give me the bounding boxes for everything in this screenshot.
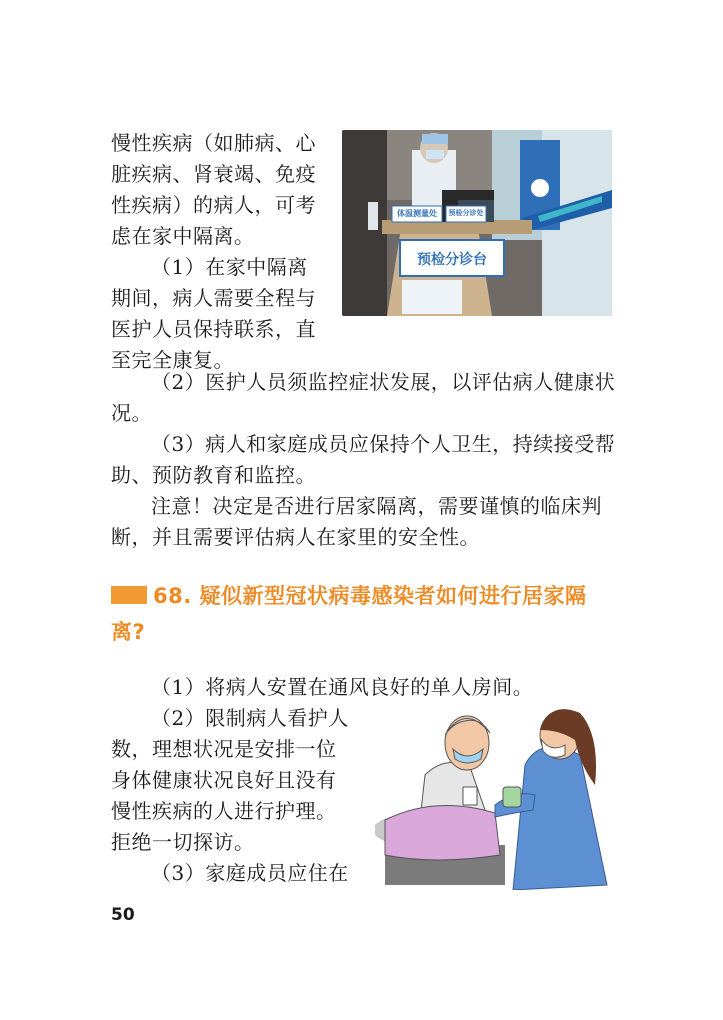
section-items-block <box>111 703 356 889</box>
photo-sign-triage: 预检分诊处 <box>448 209 484 217</box>
page-number: 50 <box>111 905 135 925</box>
section-heading <box>111 578 616 650</box>
list-item-3: （3）病人和家庭成员应保持个人卫生，持续接受帮助、预防教育和监控。 <box>111 432 616 487</box>
list-item-2: （2）医护人员须监控症状发展，以评估病人健康状况。 <box>111 370 616 425</box>
section-title: 68. 疑似新型冠状病毒感染者如何进行居家隔离? <box>111 584 587 644</box>
note-paragraph: 注意！决定是否进行居家隔离，需要谨慎的临床判断，并且需要评估病人在家里的安全性。 <box>111 494 602 549</box>
intro-text-block <box>111 128 323 376</box>
caregiver-illustration <box>375 695 615 890</box>
section-item-2: （2）限制病人看护人数，理想状况是安排一位身体健康状况良好且没有慢性疾病的人进行护理。拒绝一切探访。 <box>111 706 349 854</box>
intro-item-1: （1）在家中隔离期间，病人需要全程与医护人员保持联系，直至完全康复。 <box>111 255 316 372</box>
triage-desk-photo <box>342 130 612 316</box>
section-item-3: （3）家庭成员应住在 <box>151 861 349 885</box>
intro-paragraph: 慢性疾病（如肺病、心脏疾病、肾衰竭、免疫性疾病）的病人，可考虑在家中隔离。 <box>111 131 316 248</box>
photo-sign-main: 预检分诊台 <box>417 252 487 268</box>
section-item-1: （1）将病人安置在通风良好的单人房间。 <box>151 675 534 699</box>
list-text-block <box>111 367 616 553</box>
photo-sign-temperature: 体温测量处 <box>397 209 437 218</box>
heading-bar <box>111 586 147 604</box>
